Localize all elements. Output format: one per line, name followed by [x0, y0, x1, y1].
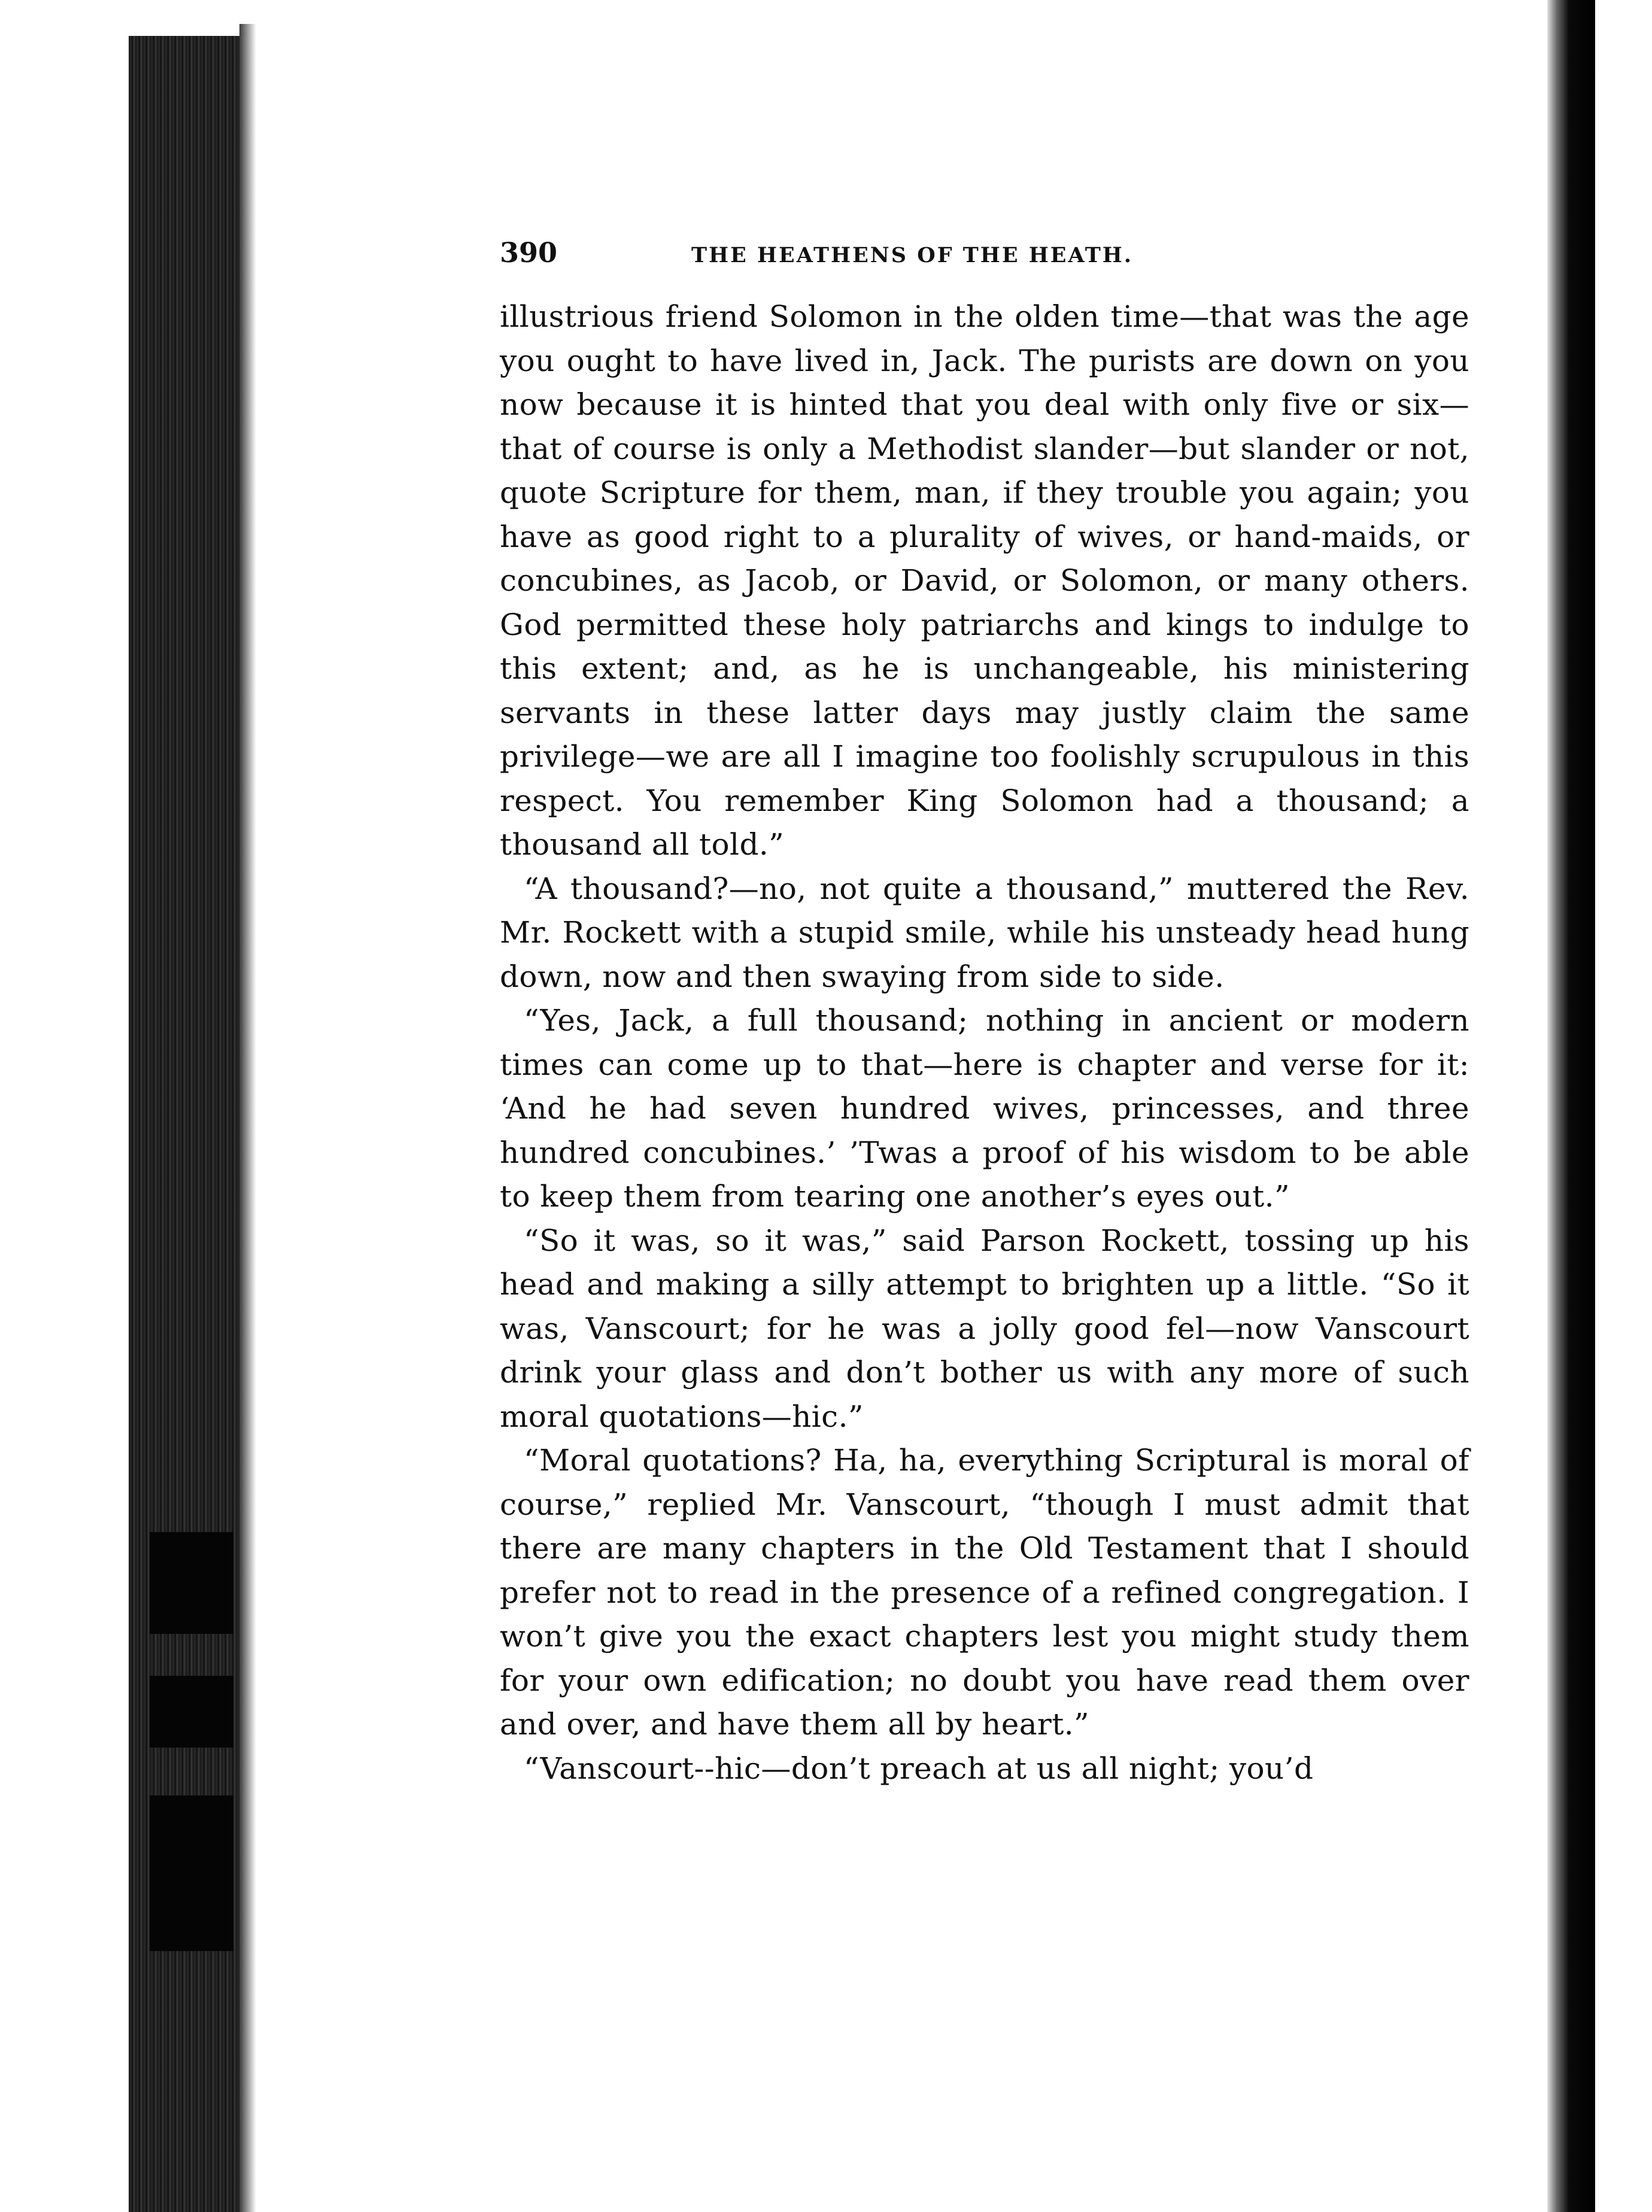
- binding-mark: [150, 1532, 233, 1634]
- binding-mark: [150, 1676, 233, 1748]
- binding-mark: [150, 1795, 233, 1951]
- paragraph: “A thousand?—no, not quite a thousand,” muttered the Rev. Mr. Rockett with a stupid smile, while his unsteady head hung down, now and then swaying from side to side.: [500, 871, 1469, 994]
- paragraph: “Moral quotations? Ha, ha, everything Scriptural is moral of course,” replied Mr. Vanscourt, “though I must admit that there are many chapters in the Old Testament that I should prefer not to read in the presence of a refined congregation. I won’t give you the exact chapters lest you might study them for your own edification; no doubt you have read them over and over, and have them all by heart.”: [500, 1443, 1469, 1742]
- paragraph: “So it was, so it was,” said Parson Rockett, tossing up his head and making a silly attempt to brighten up a little. “So it was, Vanscourt; for he was a jolly good fel—now Vanscourt drink your glass and don’t bother us with any more of such moral quotations—hic.”: [500, 1223, 1469, 1434]
- page-gutter: [239, 24, 256, 2212]
- running-head: [500, 236, 1469, 284]
- facing-page-edge: [1547, 0, 1595, 2212]
- page-body: [500, 236, 1469, 1791]
- paragraph: “Yes, Jack, a full thousand; nothing in ancient or modern times can come up to that—here is chapter and verse for it: ‘And he had seven hundred wives, princesses, and three hundred concubines.’ ’Twas a proof of his wisdom to be able to keep them from tearing one another’s eyes out.”: [500, 1003, 1469, 1214]
- page-number: 390: [500, 236, 558, 269]
- scan-margin: [1595, 0, 1652, 2212]
- paragraph: illustrious friend Solomon in the olden time—that was the age you ought to have lived in, Jack. The purists are down on you now because it is hinted that you deal with only five or six—that of course is only a Methodist slander—but slander or not, quote Scripture for them, man, if they trouble you again; you have as good right to a plurality of wives, or hand-maids, or concubines, as Jacob, or David, or Solomon, or many others. God permitted these holy patriarchs and kings to indulge to this extent; and, as he is unchangeable, his ministering servants in these latter days may justly claim the same privilege—we are all I imagine too foolishly scrupulous in this respect. You remember King Solomon had a thousand; a thousand all told.”: [500, 299, 1469, 862]
- paragraph: “Vanscourt--hic—don’t preach at us all night; you’d: [524, 1751, 1314, 1786]
- running-title: THE HEATHENS OF THE HEATH.: [691, 243, 1133, 268]
